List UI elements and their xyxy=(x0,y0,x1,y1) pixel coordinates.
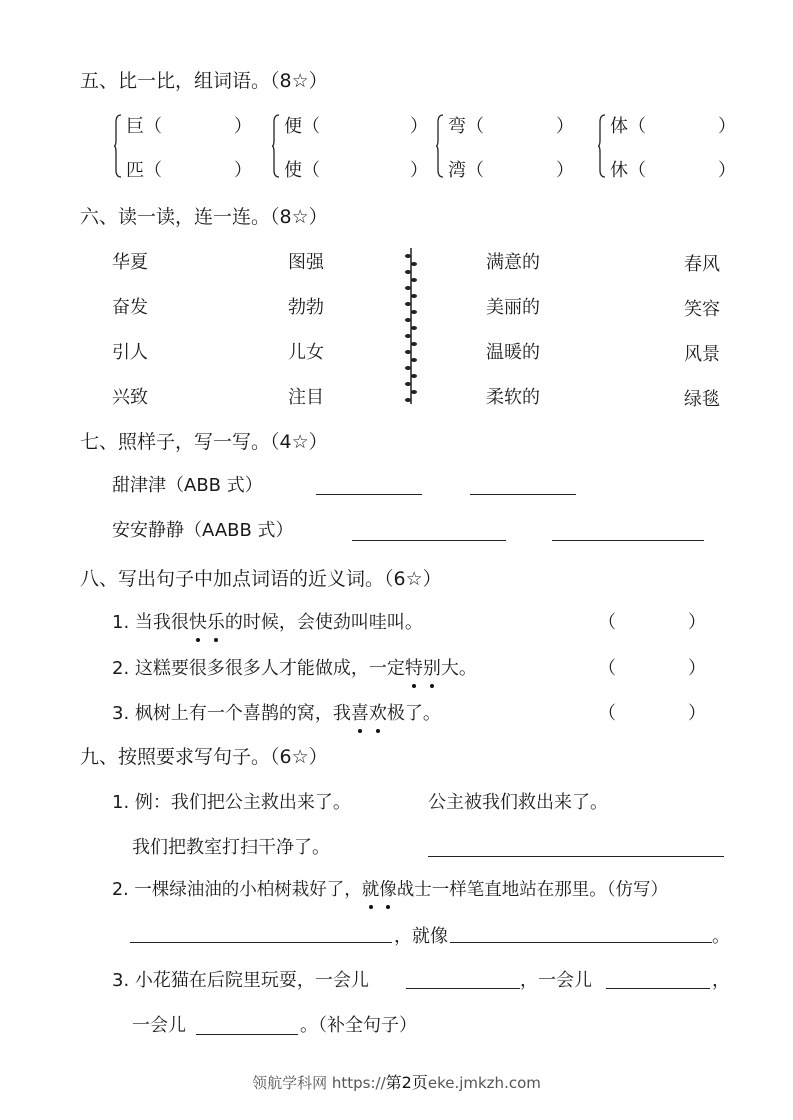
word-pair-top: 便（ ） xyxy=(284,116,428,137)
footer-site: 领航学科网 https:// xyxy=(252,1074,386,1092)
word-pair-bottom: 休（ ） xyxy=(610,160,736,181)
match-item: 注目 xyxy=(288,387,324,408)
answer-paren[interactable]: （ ） xyxy=(598,658,706,679)
answer-blank[interactable] xyxy=(606,988,710,989)
question-8-1 xyxy=(112,608,423,634)
question-9-3: 3. 小花猫在后院里玩耍，一会儿 xyxy=(112,970,369,991)
section-9-title: 九、按照要求写句子。（6☆） xyxy=(80,746,328,768)
question-text: 2. 一棵绿油油的小柏树栽好了， xyxy=(112,880,362,900)
example-aabb: 安安静静（AABB 式） xyxy=(112,520,294,541)
dotted-char: 喜 xyxy=(351,699,369,725)
example-answer: 公主被我们救出来了。 xyxy=(428,792,608,813)
word-pair-top: 体（ ） xyxy=(610,116,736,137)
match-item: 勃勃 xyxy=(288,297,324,318)
answer-paren[interactable]: （ ） xyxy=(598,612,706,633)
brace-icon xyxy=(114,114,122,178)
example-abb: 甜津津（ABB 式） xyxy=(112,475,263,496)
match-item: 春风 xyxy=(684,254,720,275)
dotted-char: 就 xyxy=(362,876,380,901)
connector-text: ，一会儿 xyxy=(520,970,592,991)
match-item: 美丽的 xyxy=(486,297,540,318)
match-item: 温暖的 xyxy=(486,342,540,363)
question-text: 极了。 xyxy=(386,703,441,724)
answer-blank[interactable] xyxy=(130,942,392,943)
section-8-title: 八、写出句子中加点词语的近义词。（6☆） xyxy=(80,568,442,590)
section-5-title: 五、比一比，组词语。（8☆） xyxy=(80,70,328,92)
match-item: 绿毯 xyxy=(684,389,720,410)
answer-blank[interactable] xyxy=(352,540,506,541)
question-text: 2. 这糕要很多很多人才能做成，一定 xyxy=(112,658,405,679)
question-8-3 xyxy=(112,699,441,725)
word-pair-bottom: 湾（ ） xyxy=(448,160,574,181)
word-pair-top: 弯（ ） xyxy=(448,116,574,137)
dotted-char: 别 xyxy=(423,654,441,680)
match-item: 图强 xyxy=(288,252,324,273)
question-text: 3. 枫树上有一个喜鹊的窝，我 xyxy=(112,703,351,724)
dotted-char: 像 xyxy=(379,876,397,901)
question-text: 1. 当我很 xyxy=(112,612,189,633)
page-number: 第2页 xyxy=(385,1073,428,1092)
word-pair-top: 巨（ ） xyxy=(126,116,252,137)
page-footer xyxy=(0,1070,793,1093)
match-item: 风景 xyxy=(684,344,720,365)
answer-blank[interactable] xyxy=(428,856,724,857)
connector-text: ，就像 xyxy=(394,926,448,947)
answer-blank[interactable] xyxy=(552,540,704,541)
word-pair-bottom: 使（ ） xyxy=(284,160,428,181)
connector-text: 一会儿 xyxy=(132,1015,186,1036)
question-text: 大。 xyxy=(440,658,477,679)
question-8-2 xyxy=(112,654,477,680)
question-text: 战士一样笔直地站在那里。（仿写） xyxy=(396,880,669,900)
brace-icon xyxy=(436,114,444,178)
answer-blank[interactable] xyxy=(196,1034,298,1035)
answer-blank[interactable] xyxy=(406,988,520,989)
answer-paren[interactable]: （ ） xyxy=(598,703,706,724)
match-item: 奋发 xyxy=(112,297,148,318)
match-item: 儿女 xyxy=(288,342,324,363)
match-item: 满意的 xyxy=(486,252,540,273)
period-text: 。 xyxy=(712,926,730,947)
dotted-char: 乐 xyxy=(207,608,225,634)
word-pair-bottom: 匹（ ） xyxy=(126,160,252,181)
section-6-title: 六、读一读，连一连。（8☆） xyxy=(80,206,328,228)
example-sentence: 1. 例：我们把公主救出来了。 xyxy=(112,792,351,813)
section-7-title: 七、照样子，写一写。（4☆） xyxy=(80,431,328,453)
answer-blank[interactable] xyxy=(450,942,712,943)
instruction-text: 。（补全句子） xyxy=(300,1015,417,1036)
dotted-char: 特 xyxy=(405,654,423,680)
comma-text: ， xyxy=(712,970,730,991)
match-item: 柔软的 xyxy=(486,387,540,408)
match-item: 笑容 xyxy=(684,299,720,320)
dotted-char: 欢 xyxy=(369,699,387,725)
question-text: 的时候，会使劲叫哇叫。 xyxy=(224,612,423,633)
footer-site-2: eke.jmkzh.com xyxy=(427,1074,541,1092)
brace-icon xyxy=(598,114,606,178)
brace-icon xyxy=(272,114,280,178)
dotted-char: 快 xyxy=(189,608,207,634)
question-9-2 xyxy=(112,876,668,901)
match-item: 兴致 xyxy=(112,387,148,408)
task-sentence: 我们把教室打扫干净了。 xyxy=(132,837,330,858)
match-item: 引人 xyxy=(112,342,148,363)
answer-blank[interactable] xyxy=(470,494,576,495)
answer-blank[interactable] xyxy=(316,494,422,495)
match-item: 华夏 xyxy=(112,252,148,273)
decorative-divider-icon xyxy=(404,248,418,404)
